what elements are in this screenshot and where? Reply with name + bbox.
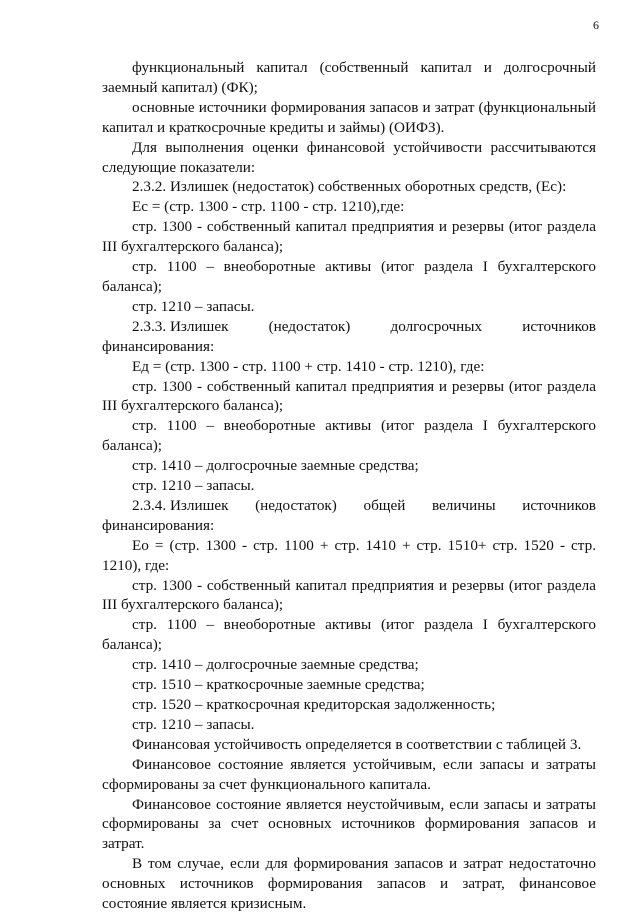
section-2-3-4-title-word: (недостаток) [255,496,337,514]
section-2-3-3-title-word: долгосрочных [390,317,483,335]
section-2-3-4-title [102,496,596,516]
section-2-3-3-title-continuation: финансирования: [102,337,215,355]
section-2-3-3-title [102,317,596,337]
page-number: 6 [593,18,599,32]
section-2-3-2-formula: Ес = (стр. 1300 - стр. 1100 - стр. 1210),где: [132,198,405,216]
document-body [102,58,596,914]
section-2-3-4-title-word: источников [522,496,596,514]
paragraph-main-sources: основные источники формирования запасов и затрат (функциональный капитал и краткосрочные кредиты и займы) (ОИФЗ). [102,98,596,136]
section-2-3-4-item-1410: стр. 1410 – долгосрочные заемные средства; [132,656,419,674]
section-2-3-3-formula: Ед = (стр. 1300 - стр. 1100 + стр. 1410 - стр. 1210), где: [132,357,485,375]
paragraph-functional-capital: функциональный капитал (собственный капитал и долгосрочный заемный капитал) (ФК); [102,59,596,96]
section-2-3-4-item-1510: стр. 1510 – краткосрочные заемные средства; [132,676,425,694]
section-2-3-4-title-word: общей [363,496,406,514]
section-2-3-4-title-continuation: финансирования: [102,516,215,534]
section-2-3-4-formula: Ео = (стр. 1300 - стр. 1100 + стр. 1410 + стр. 1510+ стр. 1520 - стр. 1210), где: [102,536,596,574]
paragraph-indicators-intro: Для выполнения оценки финансовой устойчивости рассчитываются следующие показатели: [102,138,596,176]
section-2-3-4-item-1210: стр. 1210 – запасы. [132,715,255,733]
section-2-3-3-item-1300: стр. 1300 - собственный капитал предприятия и резервы (итог раздела III бухгалтерского баланса); [102,377,596,415]
section-2-3-4-title-word: величины [431,496,496,514]
section-2-3-3-title-word: источников [522,317,596,335]
section-2-3-4-item-1300: стр. 1300 - собственный капитал предприятия и резервы (итог раздела III бухгалтерского баланса); [102,576,596,614]
paragraph-crisis-state: В том случае, если для формирования запасов и затрат недостаточно основных источников формирования запасов и затрат, финансовое состояние является кризисным. [102,855,596,913]
section-2-3-2-title: 2.3.2. Излишек (недостаток) собственных оборотных средств, (Ес): [132,178,567,196]
section-2-3-4-item-1100: стр. 1100 – внеоборотные активы (итог раздела I бухгалтерского баланса); [102,616,596,654]
section-2-3-3-item-1100: стр. 1100 – внеоборотные активы (итог раздела I бухгалтерского баланса); [102,417,596,455]
section-2-3-3-title-word: 2.3.3. Излишек [132,317,229,335]
section-2-3-4-item-1520: стр. 1520 – краткосрочная кредиторская задолженность; [132,696,496,713]
section-2-3-4-title-word: 2.3.4. Излишек [132,496,229,514]
section-2-3-3-item-1210: стр. 1210 – запасы. [132,477,255,495]
section-2-3-3-title-word: (недостаток) [268,317,351,335]
section-2-3-2-item-1100: стр. 1100 – внеоборотные активы (итог раздела I бухгалтерского баланса); [102,258,596,295]
paragraph-unstable-state: Финансовое состояние является неустойчивым, если запасы и затраты сформированы за счет основных источников формирования запасов и затрат. [102,795,596,853]
paragraph-stable-state: Финансовое состояние является устойчивым, если запасы и затраты сформированы за счет функционального капитала. [102,755,596,793]
paragraph-stability-table: Финансовая устойчивость определяется в соответствии с таблицей 3. [132,735,582,753]
section-2-3-2-item-1210: стр. 1210 – запасы. [132,297,255,315]
section-2-3-3-item-1410: стр. 1410 – долгосрочные заемные средства; [132,457,419,475]
section-2-3-2-item-1300: стр. 1300 - собственный капитал предприятия и резервы (итог раздела III бухгалтерского баланса); [102,218,596,256]
